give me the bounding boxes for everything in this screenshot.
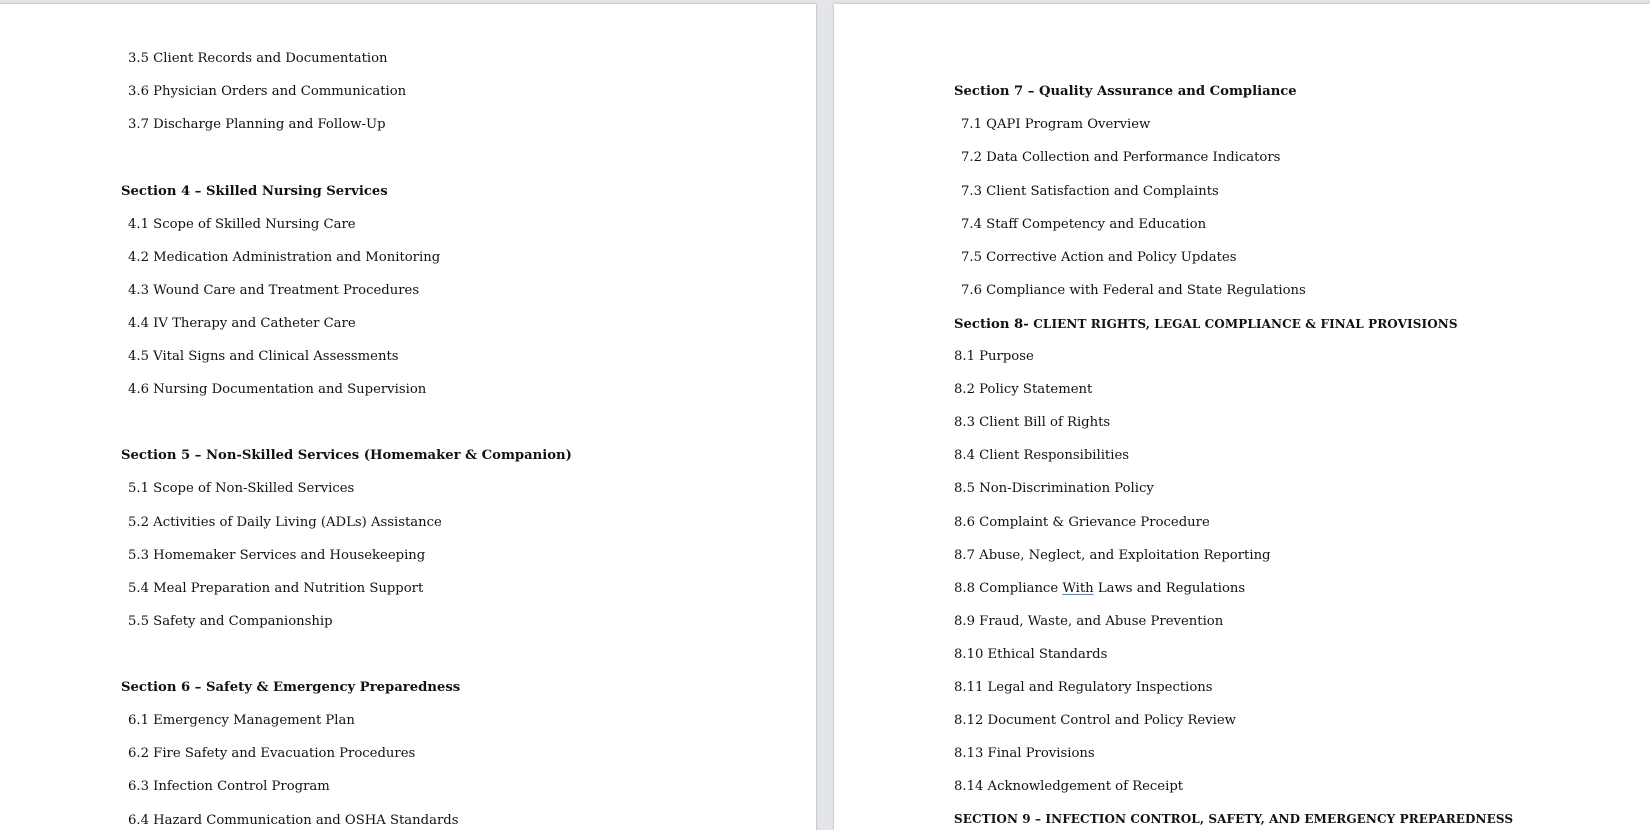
section-6-heading[interactable]: Section 6 – Safety & Emergency Preparedness	[121, 680, 461, 695]
toc-item-5-5[interactable]: 5.5 Safety and Companionship	[128, 614, 333, 629]
toc-item-8-9[interactable]: 8.9 Fraud, Waste, and Abuse Prevention	[954, 614, 1224, 629]
toc-item-8-11[interactable]: 8.11 Legal and Regulatory Inspections	[954, 680, 1213, 695]
toc-item-8-1[interactable]: 8.1 Purpose	[954, 349, 1034, 364]
toc-item-5-3[interactable]: 5.3 Homemaker Services and Housekeeping	[128, 548, 426, 563]
toc-item-7-1[interactable]: 7.1 QAPI Program Overview	[961, 117, 1151, 132]
toc-item-7-4[interactable]: 7.4 Staff Competency and Education	[961, 217, 1207, 232]
toc-item-4-5[interactable]: 4.5 Vital Signs and Clinical Assessments	[128, 349, 399, 364]
toc-item-5-4[interactable]: 5.4 Meal Preparation and Nutrition Support	[128, 581, 424, 596]
toc-item-6-2[interactable]: 6.2 Fire Safety and Evacuation Procedures	[128, 746, 416, 761]
section-8-heading[interactable]	[954, 315, 1458, 334]
toc-item-8-8-part1: 8.8 Compliance	[954, 581, 1063, 596]
toc-item-8-6[interactable]: 8.6 Complaint & Grievance Procedure	[954, 515, 1210, 530]
toc-item-8-8[interactable]	[954, 580, 1245, 598]
toc-item-4-3[interactable]: 4.3 Wound Care and Treatment Procedures	[128, 283, 420, 298]
grammar-flagged-word[interactable]: With	[1062, 581, 1094, 596]
toc-item-4-1[interactable]: 4.1 Scope of Skilled Nursing Care	[128, 217, 356, 232]
toc-item-5-1[interactable]: 5.1 Scope of Non-Skilled Services	[128, 481, 355, 496]
section-5-heading[interactable]: Section 5 – Non-Skilled Services (Homemaker & Companion)	[121, 448, 572, 463]
toc-item-8-5[interactable]: 8.5 Non-Discrimination Policy	[954, 481, 1154, 496]
toc-item-6-1[interactable]: 6.1 Emergency Management Plan	[128, 713, 355, 728]
section-8-title: CLIENT RIGHTS, LEGAL COMPLIANCE & FINAL PROVISIONS	[1033, 317, 1458, 331]
toc-item-8-12[interactable]: 8.12 Document Control and Policy Review	[954, 713, 1236, 728]
page-divider	[816, 4, 817, 830]
toc-item-3-7[interactable]: 3.7 Discharge Planning and Follow-Up	[128, 117, 386, 132]
toc-item-3-6[interactable]: 3.6 Physician Orders and Communication	[128, 84, 407, 99]
toc-item-8-2[interactable]: 8.2 Policy Statement	[954, 382, 1093, 397]
section-4-heading[interactable]: Section 4 – Skilled Nursing Services	[121, 184, 388, 199]
section-7-heading[interactable]: Section 7 – Quality Assurance and Compliance	[954, 84, 1297, 99]
toc-item-3-5[interactable]: 3.5 Client Records and Documentation	[128, 51, 388, 66]
toc-item-8-3[interactable]: 8.3 Client Bill of Rights	[954, 415, 1111, 430]
toc-item-4-2[interactable]: 4.2 Medication Administration and Monitoring	[128, 250, 441, 265]
toc-item-5-2[interactable]: 5.2 Activities of Daily Living (ADLs) Assistance	[128, 515, 442, 530]
document-page-left[interactable]	[0, 4, 816, 830]
toc-item-4-4[interactable]: 4.4 IV Therapy and Catheter Care	[128, 316, 356, 331]
toc-item-8-7[interactable]: 8.7 Abuse, Neglect, and Exploitation Reporting	[954, 548, 1271, 563]
toc-item-7-5[interactable]: 7.5 Corrective Action and Policy Updates	[961, 250, 1237, 265]
toc-item-8-13[interactable]: 8.13 Final Provisions	[954, 746, 1095, 761]
toc-item-7-6[interactable]: 7.6 Compliance with Federal and State Regulations	[961, 283, 1306, 298]
toc-item-7-3[interactable]: 7.3 Client Satisfaction and Complaints	[961, 184, 1219, 199]
toc-item-8-14[interactable]: 8.14 Acknowledgement of Receipt	[954, 779, 1184, 794]
toc-item-8-8-part3: Laws and Regulations	[1093, 581, 1246, 596]
section-9-heading[interactable]: SECTION 9 – INFECTION CONTROL, SAFETY, AND EMERGENCY PREPAREDNESS	[954, 812, 1514, 826]
toc-item-4-6[interactable]: 4.6 Nursing Documentation and Supervision	[128, 382, 427, 397]
section-8-prefix: Section 8-	[954, 317, 1034, 332]
toc-item-8-4[interactable]: 8.4 Client Responsibilities	[954, 448, 1130, 463]
toc-item-7-2[interactable]: 7.2 Data Collection and Performance Indicators	[961, 150, 1281, 165]
toc-item-8-10[interactable]: 8.10 Ethical Standards	[954, 647, 1108, 662]
toc-item-6-3[interactable]: 6.3 Infection Control Program	[128, 779, 330, 794]
toc-item-6-4[interactable]: 6.4 Hazard Communication and OSHA Standards	[128, 813, 459, 828]
